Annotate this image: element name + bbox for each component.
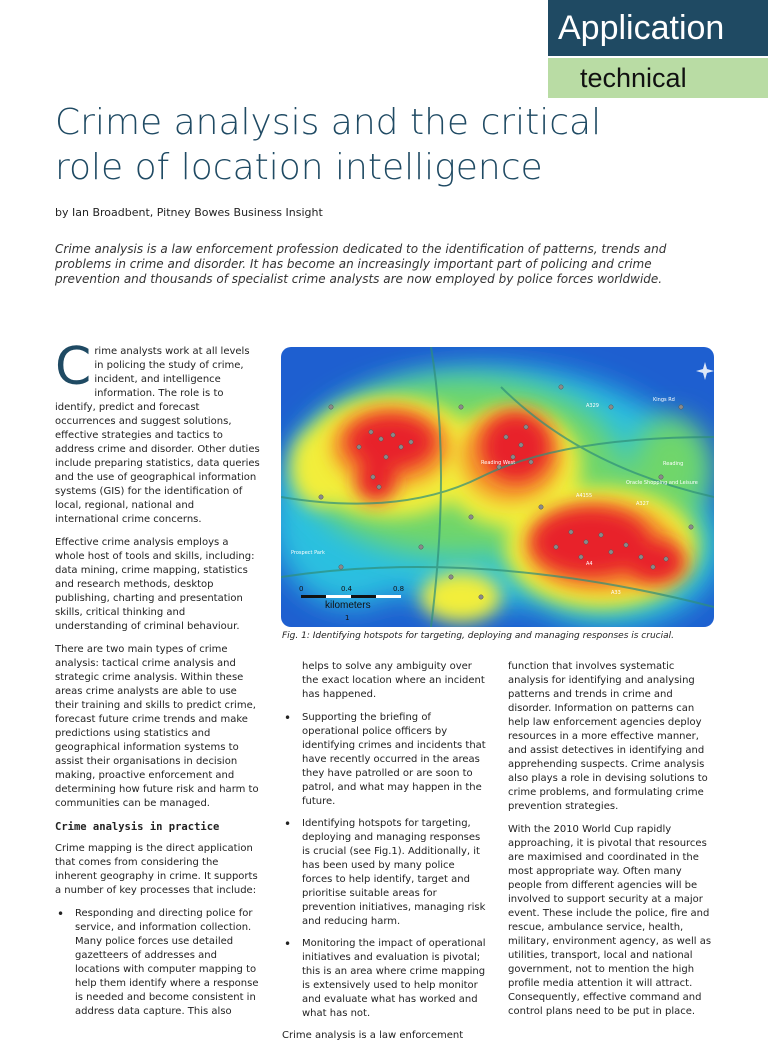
paragraph-col3-1: function that involves systematic analysis for identifying and analysing patterns and trends in crime and disorder. Information on patterns can help law enforcement agencies deploy resources in a more effective manner, and assist detectives in identifying and apprehending suspects. Crime analysis also plays a role in devising solutions to crime problems, and formulating crime prevention strategies. xyxy=(508,661,708,812)
subheading-crime-analysis-in-practice: Crime analysis in practice xyxy=(55,821,220,833)
place-label-a327: A327 xyxy=(636,501,649,507)
bullet-1-continued: helps to solve any ambiguity over the exact location where an incident has happened. xyxy=(302,661,485,700)
article-title: Crime analysis and the critical role of location intelligence xyxy=(55,102,602,188)
column-2 xyxy=(282,660,488,1052)
place-label-kings-rd: Kings Rd xyxy=(653,397,675,403)
paragraph-1-text: rime analysts work at all levels in policing the study of crime, incident, and intelligence information. The role is to identify, predict and forecast occurrences and suggest solutions, effective strategies and tactics to address crime and disorder. Other duties include preparing statistics, data queries and the use of geographical information systems (GIS) for the identification of local, regional, national and international crime concerns. xyxy=(55,346,260,525)
bullet-item-4: • Monitoring the impact of operational initiatives and evaluation is pivotal; this is an area where crime mapping is extensively used to help monitor and evaluate what has worked and what has not. xyxy=(282,937,488,1021)
article-intro: Crime analysis is a law enforcement profession dedicated to the identification of patterns, trends and problems in crime and disorder. It has become an increasingly important part of policing and crime prevention and thousands of specialist crime analysts are now employed by police forces worldwide. xyxy=(55,242,667,286)
place-label-a4: A4 xyxy=(586,561,593,567)
bullet-item-3: • Identifying hotspots for targeting, deploying and managing responses is crucial (see Fig.1). Additionally, it has been used by many police forces to help identify, target and prioritise suitable areas for prevention initiatives, managing risk and reducing harm. xyxy=(282,817,488,929)
bullet-list-2 xyxy=(282,711,488,1021)
paragraph-col3-2: With the 2010 World Cup rapidly approaching, it is pivotal that resources are maximised and coordinated in the most appropriate way. Often many people from different agencies will be involved to support security at a major event. These include the police, fire and rescue, ambulance service, health, military, environment agency, as well as utilities, transport, local and national government, not to mention the high profile media attention it will attract. Consequently, effective command and control plans need to be put in place. xyxy=(508,824,712,1017)
hotspot-heatmap-svg xyxy=(281,347,714,627)
paragraph-3: There are two main types of crime analysis: tactical crime analysis and strategic crime analysis. Within these areas crime analysts are able to use their training and skills to predict crime, forecast future crime trends and make predictions using statistics and geographical information systems to assist their organisations in decision making, proactive enforcement and determining how future risk and harm to communities can be managed. xyxy=(55,644,259,809)
scale-tick-2: 0.8 xyxy=(393,585,405,593)
drop-cap: C xyxy=(55,337,92,397)
place-label-a329: A329 xyxy=(586,403,599,409)
place-label-a33: A33 xyxy=(611,590,621,596)
figure-caption: Fig. 1: Identifying hotspots for targeting, deploying and managing responses is crucial. xyxy=(282,631,674,641)
place-label-a4155: A4155 xyxy=(576,493,593,499)
paragraph-1 xyxy=(55,337,260,527)
bullet-item-1: • Responding and directing police for service, and information collection. Many police forces use detailed gazetteers of addresses and locations with computer mapping to help them identify where a response is needed and become consistent in address data capture. This also xyxy=(55,907,260,1019)
place-label-oracle: Oracle Shopping and Leisure xyxy=(626,480,698,486)
bullet-item-2: • Supporting the briefing of operational police officers by identifying crimes and incidents that have recently occurred in the areas they have patrolled or are soon to patrol, and what may happen in the future. xyxy=(282,711,488,809)
paragraph-2: Effective crime analysis employs a whole host of tools and skills, including: data mining, crime mapping, statistics and research methods, desktop publishing, charting and presentation skills, critical thinking and understanding of criminal behaviour. xyxy=(55,537,255,632)
scale-label: kilometers xyxy=(325,600,371,611)
paragraph-col2-end: Crime analysis is a law enforcement xyxy=(282,1030,464,1041)
place-label-reading-west: Reading West xyxy=(481,460,516,466)
bullet-list xyxy=(55,907,260,1019)
scale-tick-0: 0 xyxy=(299,585,304,593)
paragraph-4: Crime mapping is the direct application that comes from considering the inherent geography in crime. It supports a number of key processes that include: xyxy=(55,843,258,896)
section-tag-technical: technical xyxy=(548,58,768,98)
section-tag-application: Application xyxy=(548,0,768,56)
column-3 xyxy=(508,660,714,1028)
scale-sub: 1 xyxy=(345,614,350,622)
place-label-prospect-park: Prospect Park xyxy=(291,550,325,556)
scale-tick-1: 0.4 xyxy=(341,585,353,593)
article-byline: by Ian Broadbent, Pitney Bowes Business Insight xyxy=(55,206,323,219)
column-1 xyxy=(55,337,260,1027)
crime-hotspot-map xyxy=(281,347,714,627)
place-label-reading: Reading xyxy=(663,461,684,467)
